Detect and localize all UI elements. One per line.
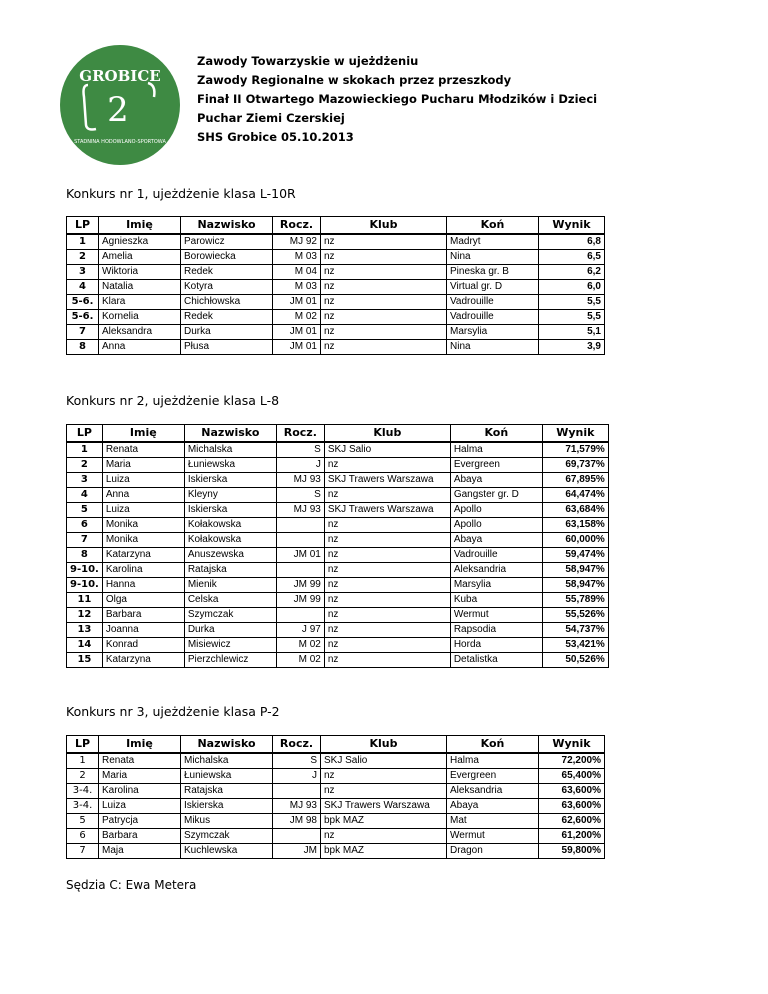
cell-imie: Klara [99,295,181,310]
cell-wynik: 53,421% [542,638,608,653]
cell-kon: Nina [447,340,539,355]
cell-imie: Kornelia [99,310,181,325]
cell-lp: 1 [67,753,99,769]
judge-line: Sędzia C: Ewa Metera [66,878,197,892]
cell-kon: Madryt [447,234,539,250]
cell-lp: 2 [67,769,99,784]
column-header-lp: LP [67,217,99,235]
cell-rocz: JM 01 [273,295,321,310]
cell-lp: 9-10. [67,563,103,578]
cell-rocz: JM 98 [273,814,321,829]
cell-rocz [276,533,324,548]
cell-wynik: 63,158% [542,518,608,533]
column-header-klub: Klub [321,736,447,754]
cell-nazwisko: Kuchlewska [181,844,273,859]
cell-wynik: 58,947% [542,563,608,578]
cell-nazwisko: Mienik [184,578,276,593]
contest-2-title: Konkurs nr 2, ujeżdżenie klasa L-8 [66,393,280,408]
cell-nazwisko: Parowicz [181,234,273,250]
cell-kon: Wermut [450,608,542,623]
table-header-row [67,425,609,443]
logo-mark: 2 [107,90,129,130]
column-header-imie: Imię [99,217,181,235]
cell-wynik: 69,737% [542,458,608,473]
cell-wynik: 54,737% [542,623,608,638]
cell-nazwisko: Iskierska [181,799,273,814]
cell-klub: nz [321,295,447,310]
cell-imie: Olga [102,593,184,608]
cell-nazwisko: Iskierska [184,473,276,488]
table-row [67,488,609,503]
cell-klub: SKJ Trawers Warszawa [324,503,450,518]
cell-lp: 5 [67,814,99,829]
cell-lp: 4 [67,280,99,295]
table-row [67,548,609,563]
cell-kon: Gangster gr. D [450,488,542,503]
cell-klub: SKJ Salio [321,753,447,769]
cell-imie: Amelia [99,250,181,265]
cell-nazwisko: Borowiecka [181,250,273,265]
cell-lp: 5 [67,503,103,518]
cell-imie: Luiza [102,473,184,488]
cell-wynik: 5,5 [539,295,605,310]
logo-name: GROBICE [79,67,161,85]
table-row [67,623,609,638]
table-row [67,340,605,355]
cell-imie: Hanna [102,578,184,593]
cell-lp: 5-6. [67,310,99,325]
cell-kon: Rapsodia [450,623,542,638]
cell-lp: 13 [67,623,103,638]
cell-klub: nz [324,533,450,548]
column-header-imie: Imię [99,736,181,754]
cell-klub: nz [324,578,450,593]
cell-imie: Karolina [102,563,184,578]
cell-klub: nz [324,488,450,503]
cell-imie: Maria [102,458,184,473]
cell-kon: Nina [447,250,539,265]
column-header-nazwisko: Nazwisko [184,425,276,443]
table-row [67,638,609,653]
cell-rocz: J [273,769,321,784]
table-row [67,593,609,608]
cell-wynik: 59,474% [542,548,608,563]
cell-klub: nz [324,518,450,533]
cell-rocz: JM 01 [273,340,321,355]
contest-3-title: Konkurs nr 3, ujeżdżenie klasa P-2 [66,704,280,719]
column-header-rocz: Rocz. [273,217,321,235]
cell-wynik: 61,200% [539,829,605,844]
results-table-contest-3 [66,735,605,859]
cell-lp: 3-4. [67,799,99,814]
cell-imie: Aleksandra [99,325,181,340]
cell-klub: nz [321,310,447,325]
cell-klub: nz [324,593,450,608]
table-header-row [67,217,605,235]
cell-nazwisko: Płusa [181,340,273,355]
club-logo [60,45,180,165]
cell-klub: nz [321,234,447,250]
header-line: Zawody Regionalne w skokach przez przeszkody [197,73,512,87]
table-row [67,784,605,799]
table-row [67,799,605,814]
table-row [67,295,605,310]
cell-klub: nz [324,623,450,638]
table-row [67,310,605,325]
table-row [67,829,605,844]
cell-wynik: 55,789% [542,593,608,608]
table-row [67,578,609,593]
cell-lp: 3-4. [67,784,99,799]
cell-nazwisko: Kołakowska [184,518,276,533]
cell-kon: Pineska gr. B [447,265,539,280]
cell-kon: Aleksandria [450,563,542,578]
cell-nazwisko: Mikus [181,814,273,829]
table-row [67,280,605,295]
cell-nazwisko: Redek [181,265,273,280]
cell-rocz [276,608,324,623]
cell-kon: Vadrouille [450,548,542,563]
cell-lp: 5-6. [67,295,99,310]
column-header-lp: LP [67,736,99,754]
cell-nazwisko: Iskierska [184,503,276,518]
cell-nazwisko: Durka [181,325,273,340]
cell-lp: 15 [67,653,103,668]
cell-lp: 12 [67,608,103,623]
cell-lp: 1 [67,234,99,250]
cell-wynik: 62,600% [539,814,605,829]
cell-wynik: 6,8 [539,234,605,250]
cell-lp: 7 [67,844,99,859]
column-header-rocz: Rocz. [273,736,321,754]
table-row [67,250,605,265]
cell-imie: Luiza [102,503,184,518]
cell-nazwisko: Durka [184,623,276,638]
cell-kon: Aleksandria [447,784,539,799]
cell-nazwisko: Łuniewska [181,769,273,784]
cell-kon: Apollo [450,503,542,518]
cell-klub: SKJ Trawers Warszawa [321,799,447,814]
cell-nazwisko: Michalska [184,442,276,458]
cell-imie: Konrad [102,638,184,653]
header-line: Zawody Towarzyskie w ujeżdżeniu [197,54,419,68]
cell-rocz [273,829,321,844]
cell-klub: nz [324,653,450,668]
cell-wynik: 6,2 [539,265,605,280]
cell-nazwisko: Celska [184,593,276,608]
cell-imie: Renata [102,442,184,458]
table-row [67,753,605,769]
cell-imie: Anna [99,340,181,355]
cell-lp: 6 [67,518,103,533]
table-row [67,518,609,533]
cell-klub: nz [321,280,447,295]
cell-wynik: 58,947% [542,578,608,593]
cell-klub: nz [324,563,450,578]
cell-klub: bpk MAZ [321,844,447,859]
cell-imie: Luiza [99,799,181,814]
cell-kon: Halma [450,442,542,458]
cell-imie: Renata [99,753,181,769]
cell-klub: nz [324,548,450,563]
cell-imie: Monika [102,533,184,548]
cell-kon: Dragon [447,844,539,859]
cell-rocz: M 04 [273,265,321,280]
cell-lp: 6 [67,829,99,844]
cell-imie: Monika [102,518,184,533]
cell-imie: Karolina [99,784,181,799]
cell-wynik: 63,600% [539,784,605,799]
cell-imie: Barbara [99,829,181,844]
contest-1-title: Konkurs nr 1, ujeżdżenie klasa L-10R [66,186,296,201]
logo-ring-text: STADNINA HODOWLANO-SPORTOWA [74,139,166,145]
cell-imie: Patrycja [99,814,181,829]
cell-wynik: 6,0 [539,280,605,295]
cell-imie: Maja [99,844,181,859]
cell-rocz: MJ 93 [276,503,324,518]
cell-wynik: 5,1 [539,325,605,340]
cell-kon: Abaya [450,473,542,488]
cell-kon: Mat [447,814,539,829]
cell-kon: Kuba [450,593,542,608]
cell-wynik: 6,5 [539,250,605,265]
cell-nazwisko: Szymczak [184,608,276,623]
event-header [197,52,597,147]
cell-rocz: JM 99 [276,593,324,608]
cell-imie: Joanna [102,623,184,638]
cell-kon: Wermut [447,829,539,844]
cell-wynik: 63,684% [542,503,608,518]
column-header-kon: Koń [447,736,539,754]
cell-klub: nz [321,829,447,844]
cell-klub: nz [324,608,450,623]
cell-nazwisko: Redek [181,310,273,325]
cell-klub: nz [321,340,447,355]
table-row [67,653,609,668]
cell-kon: Detalistka [450,653,542,668]
cell-lp: 2 [67,458,103,473]
cell-lp: 3 [67,473,103,488]
column-header-klub: Klub [321,217,447,235]
cell-rocz [276,518,324,533]
cell-lp: 7 [67,325,99,340]
cell-rocz: M 03 [273,250,321,265]
cell-kon: Horda [450,638,542,653]
cell-kon: Evergreen [450,458,542,473]
cell-lp: 3 [67,265,99,280]
grobice-logo-icon [60,45,180,165]
column-header-imie: Imię [102,425,184,443]
cell-rocz [276,563,324,578]
cell-kon: Vadrouille [447,310,539,325]
cell-imie: Natalia [99,280,181,295]
column-header-wynik: Wynik [542,425,608,443]
table-row [67,814,605,829]
cell-lp: 9-10. [67,578,103,593]
column-header-rocz: Rocz. [276,425,324,443]
cell-wynik: 67,895% [542,473,608,488]
table-row [67,563,609,578]
table-row [67,458,609,473]
table-row [67,608,609,623]
cell-nazwisko: Pierzchlewicz [184,653,276,668]
cell-imie: Barbara [102,608,184,623]
cell-lp: 7 [67,533,103,548]
column-header-lp: LP [67,425,103,443]
cell-kon: Halma [447,753,539,769]
table-row [67,265,605,280]
cell-rocz: M 02 [276,638,324,653]
cell-nazwisko: Chichłowska [181,295,273,310]
cell-kon: Virtual gr. D [447,280,539,295]
cell-klub: nz [321,769,447,784]
cell-klub: nz [321,250,447,265]
table-row [67,844,605,859]
header-line: Finał II Otwartego Mazowieckiego Pucharu Młodzików i Dzieci [197,92,598,106]
cell-imie: Agnieszka [99,234,181,250]
cell-lp: 8 [67,548,103,563]
cell-rocz: S [276,442,324,458]
column-header-nazwisko: Nazwisko [181,217,273,235]
cell-rocz: J 97 [276,623,324,638]
cell-lp: 2 [67,250,99,265]
cell-kon: Apollo [450,518,542,533]
cell-rocz: JM 01 [273,325,321,340]
table-row [67,234,605,250]
cell-nazwisko: Michalska [181,753,273,769]
cell-wynik: 63,600% [539,799,605,814]
cell-kon: Evergreen [447,769,539,784]
cell-lp: 14 [67,638,103,653]
cell-rocz: MJ 92 [273,234,321,250]
cell-nazwisko: Łuniewska [184,458,276,473]
cell-rocz: S [276,488,324,503]
table-header-row [67,736,605,754]
cell-klub: nz [321,784,447,799]
cell-nazwisko: Misiewicz [184,638,276,653]
cell-wynik: 55,526% [542,608,608,623]
cell-rocz: MJ 93 [273,799,321,814]
table-row [67,503,609,518]
column-header-wynik: Wynik [539,736,605,754]
cell-imie: Wiktoria [99,265,181,280]
cell-wynik: 65,400% [539,769,605,784]
table-row [67,769,605,784]
cell-rocz: J [276,458,324,473]
cell-rocz: MJ 93 [276,473,324,488]
column-header-kon: Koń [450,425,542,443]
cell-klub: bpk MAZ [321,814,447,829]
cell-lp: 1 [67,442,103,458]
cell-rocz: M 03 [273,280,321,295]
column-header-klub: Klub [324,425,450,443]
results-table-contest-2 [66,424,609,668]
cell-lp: 8 [67,340,99,355]
header-line: Puchar Ziemi Czerskiej [197,111,345,125]
cell-nazwisko: Szymczak [181,829,273,844]
table-row [67,533,609,548]
cell-lp: 4 [67,488,103,503]
cell-wynik: 71,579% [542,442,608,458]
cell-imie: Maria [99,769,181,784]
cell-klub: SKJ Salio [324,442,450,458]
cell-rocz: JM [273,844,321,859]
cell-nazwisko: Kleyny [184,488,276,503]
table-row [67,442,609,458]
cell-rocz: JM 99 [276,578,324,593]
cell-klub: SKJ Trawers Warszawa [324,473,450,488]
cell-rocz: M 02 [273,310,321,325]
cell-klub: nz [321,265,447,280]
table-row [67,473,609,488]
cell-nazwisko: Ratajska [181,784,273,799]
cell-wynik: 5,5 [539,310,605,325]
cell-wynik: 3,9 [539,340,605,355]
column-header-wynik: Wynik [539,217,605,235]
cell-wynik: 60,000% [542,533,608,548]
cell-imie: Katarzyna [102,548,184,563]
cell-klub: nz [324,458,450,473]
cell-nazwisko: Kołakowska [184,533,276,548]
table-row [67,325,605,340]
cell-imie: Katarzyna [102,653,184,668]
cell-nazwisko: Ratajska [184,563,276,578]
cell-wynik: 64,474% [542,488,608,503]
cell-rocz: JM 01 [276,548,324,563]
cell-rocz: M 02 [276,653,324,668]
cell-rocz [273,784,321,799]
cell-kon: Vadrouille [447,295,539,310]
cell-kon: Marsylia [450,578,542,593]
cell-kon: Abaya [450,533,542,548]
cell-imie: Anna [102,488,184,503]
cell-kon: Marsylia [447,325,539,340]
cell-lp: 11 [67,593,103,608]
cell-wynik: 59,800% [539,844,605,859]
cell-nazwisko: Kotyra [181,280,273,295]
header-line: SHS Grobice 05.10.2013 [197,130,354,144]
cell-klub: nz [324,638,450,653]
column-header-nazwisko: Nazwisko [181,736,273,754]
cell-klub: nz [321,325,447,340]
cell-wynik: 50,526% [542,653,608,668]
results-table-contest-1 [66,216,605,355]
cell-nazwisko: Anuszewska [184,548,276,563]
column-header-kon: Koń [447,217,539,235]
cell-kon: Abaya [447,799,539,814]
cell-rocz: S [273,753,321,769]
cell-wynik: 72,200% [539,753,605,769]
